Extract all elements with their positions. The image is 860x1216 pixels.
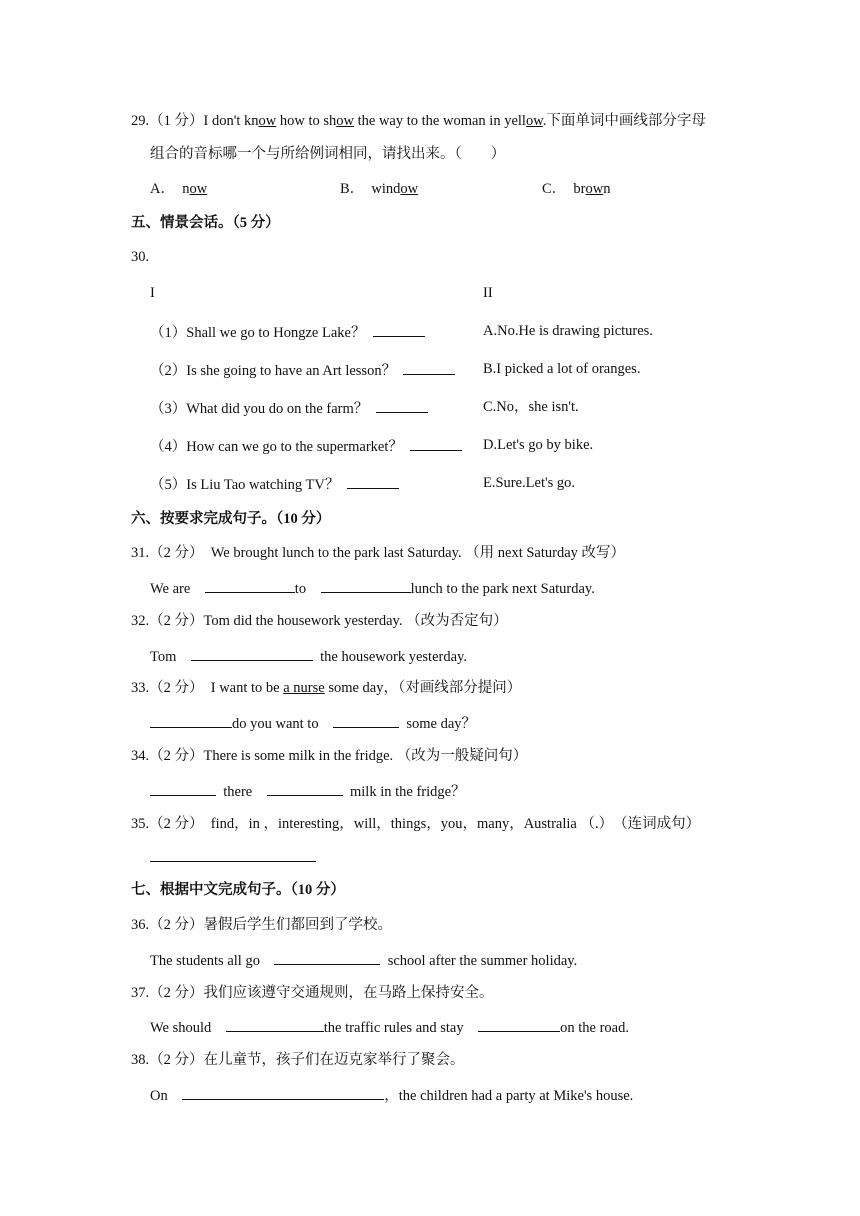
question-32-answer: Tom the housework yesterday. [150, 645, 467, 667]
option-b[interactable]: B． window [340, 181, 419, 197]
match-right-a: A.No.He is drawing pictures. [483, 323, 653, 339]
match-left-3: （3）What did you do on the farm？ [150, 397, 428, 419]
section-7-heading: 七、根据中文完成句子。（10 分） [131, 882, 345, 898]
match-left-4: （4）How can we go to the supermarket？ [150, 435, 462, 457]
answer-blank[interactable] [373, 321, 425, 337]
answer-blank[interactable] [410, 435, 462, 451]
answer-blank[interactable] [347, 473, 399, 489]
column-ii-header: II [483, 285, 493, 301]
question-30-number: 30. [131, 249, 150, 265]
match-right-b: B.I picked a lot of oranges. [483, 361, 641, 377]
question-32-stem: 32.（2 分）Tom did the housework yesterday. （改为否定句） [131, 613, 508, 629]
question-31-stem: 31.（2 分） We brought lunch to the park last Saturday. （用 next Saturday 改写） [131, 545, 626, 561]
answer-blank[interactable] [333, 712, 399, 728]
answer-blank[interactable] [150, 780, 216, 796]
question-29-stem-line2: 组合的音标哪一个与所给例词相同，请找出来。（ ） [150, 146, 506, 162]
answer-blank[interactable] [182, 1084, 384, 1100]
question-37-answer: We should the traffic rules and stay on the road. [150, 1016, 629, 1038]
column-i-header: I [150, 285, 155, 301]
question-34-stem: 34.（2 分）There is some milk in the fridge. （改为一般疑问句） [131, 748, 528, 764]
question-38-stem: 38.（2 分）在儿童节，孩子们在迈克家举行了聚会。 [131, 1052, 465, 1068]
question-34-answer: there milk in the fridge？ [150, 780, 466, 802]
question-29-stem: 29.（1 分）I don't know how to show the way to the woman in yellow.下面单词中画线部分字母 [131, 113, 706, 129]
answer-blank[interactable] [150, 712, 232, 728]
answer-blank[interactable] [191, 645, 313, 661]
match-right-e: E.Sure.Let's go. [483, 475, 576, 491]
answer-blank[interactable] [478, 1016, 560, 1032]
match-right-c: C.No，she isn't. [483, 399, 579, 415]
answer-blank[interactable] [321, 577, 411, 593]
section-5-heading: 五、情景会话。（5 分） [131, 215, 280, 231]
question-36-answer: The students all go school after the summer holiday. [150, 949, 577, 971]
answer-blank[interactable] [274, 949, 380, 965]
option-c[interactable]: C． brown [542, 181, 611, 197]
match-left-2: （2）Is she going to have an Art lesson？ [150, 359, 455, 381]
option-a[interactable]: A． now [150, 181, 208, 197]
question-33-stem: 33.（2 分） I want to be a nurse some day，（对画线部分提问） [131, 680, 522, 696]
answer-blank[interactable] [376, 397, 428, 413]
section-6-heading: 六、按要求完成句子。（10 分） [131, 511, 331, 527]
question-37-stem: 37.（2 分）我们应该遵守交通规则，在马路上保持安全。 [131, 985, 494, 1001]
match-left-5: （5）Is Liu Tao watching TV？ [150, 473, 399, 495]
answer-blank[interactable] [150, 846, 316, 862]
question-38-answer: On ，the children had a party at Mike's house. [150, 1084, 633, 1106]
match-left-1: （1）Shall we go to Hongze Lake？ [150, 321, 425, 343]
question-31-answer: We are to lunch to the park next Saturday. [150, 577, 595, 599]
question-33-answer: do you want to some day？ [150, 712, 476, 734]
answer-blank[interactable] [403, 359, 455, 375]
answer-blank[interactable] [267, 780, 343, 796]
match-right-d: D.Let's go by bike. [483, 437, 594, 453]
answer-blank[interactable] [226, 1016, 324, 1032]
question-35-answer [150, 846, 316, 868]
question-35-stem: 35.（2 分） find，in ，interesting，will，things，you，many，Australia （.） （连词成句） [131, 816, 701, 832]
question-36-stem: 36.（2 分）暑假后学生们都回到了学校。 [131, 917, 392, 933]
answer-blank[interactable] [205, 577, 295, 593]
